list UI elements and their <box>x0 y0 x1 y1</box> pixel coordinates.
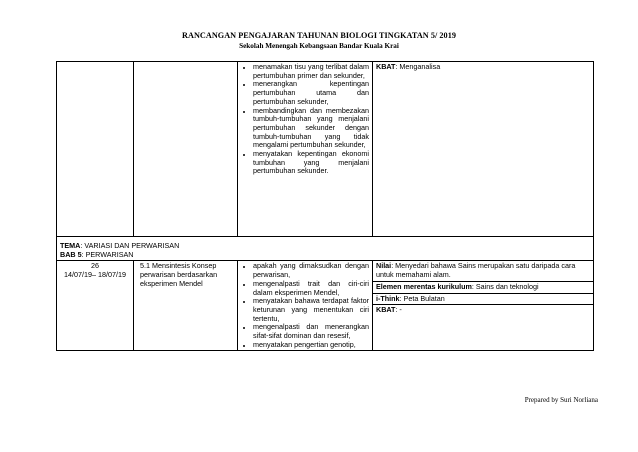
standard-text: 5.1 Mensintesis Konsep perwarisan berdasarkan eksperimen Mendel <box>140 261 218 288</box>
objectives-cell <box>238 62 373 237</box>
table-row <box>57 261 594 351</box>
bab-label: BAB 5 <box>60 249 82 259</box>
ithink-block <box>373 294 593 306</box>
week-cell <box>57 62 134 237</box>
list-item: • menyatakan bahawa terdapat faktor keturunan yang menentukan ciri tertentu, <box>253 297 369 323</box>
notes-cell <box>373 261 594 351</box>
notes-cell <box>373 62 594 237</box>
elemen-value: : Sains dan teknologi <box>471 281 539 291</box>
elemen-label: Elemen merentas kurikulum <box>376 281 472 291</box>
kbat-value: : - <box>395 305 402 315</box>
list-item: • mengenalpasti trait dan ciri-ciri dalam eksperimen Mendel, <box>253 280 369 297</box>
school-name: Sekolah Menengah Kebangsaan Bandar Kuala Krai <box>239 42 399 50</box>
document-title: RANCANGAN PENGAJARAN TAHUNAN BIOLOGI TINGKATAN 5/ 2019 <box>182 31 456 40</box>
week-date: 14/07/19– 18/07/19 <box>64 270 126 280</box>
bab-value: : PERWARISAN <box>81 249 134 259</box>
kbat-value: : Menganalisa <box>395 62 441 71</box>
list-item: • menerangkan kepentingan pertumbuhan utama dan pertumbuhan sekunder, <box>253 80 369 106</box>
lesson-plan-table <box>56 61 594 351</box>
tema-value: : VARIASI DAN PERWARISAN <box>80 241 180 250</box>
tema-label: TEMA <box>60 241 81 250</box>
list-item: • menamakan tisu yang terlibat dalam pertumbuhan primer dan sekunder, <box>253 63 369 80</box>
ithink-value: : Peta Bulatan <box>399 293 445 303</box>
table-row <box>57 62 594 237</box>
kbat-label: KBAT <box>376 305 396 315</box>
week-number: 26 <box>91 261 99 271</box>
kbat-block <box>373 305 593 316</box>
list-item: • apakah yang dimaksudkan dengan perwarisan, <box>253 262 369 279</box>
ithink-label: i-Think <box>376 293 400 303</box>
list-item: • menyatakan kepentingan ekonomi tumbuhan yang menjalani pertumbuhan sekunder. <box>253 150 369 176</box>
objectives-list <box>241 63 369 176</box>
elemen-block <box>373 282 593 294</box>
objectives-cell <box>238 261 373 351</box>
kbat-label: KBAT <box>376 62 396 71</box>
nilai-value: : Menyedari bahawa Sains merupakan satu daripada cara untuk memahami alam. <box>376 261 576 280</box>
list-item: • mengenalpasti dan menerangkan sifat-sifat dominan dan resesif, <box>253 323 369 340</box>
nilai-label: Nilai <box>376 261 392 271</box>
standard-cell <box>134 62 238 237</box>
standard-cell <box>134 261 238 351</box>
section-row <box>57 237 594 261</box>
week-cell <box>57 261 134 351</box>
objectives-list <box>241 262 369 349</box>
list-item: • membandingkan dan membezakan tumbuh-tumbuhan yang menjalani pertumbuhan sekunder dengan tumbuh-tumbuhan yang tidak mengalami pertumbuhan sekunder, <box>253 107 369 151</box>
prepared-by: Prepared by Suri Norliana <box>524 396 598 404</box>
nilai-block <box>373 261 593 281</box>
list-item: • menyatakan pengertian genotip, <box>253 341 369 350</box>
